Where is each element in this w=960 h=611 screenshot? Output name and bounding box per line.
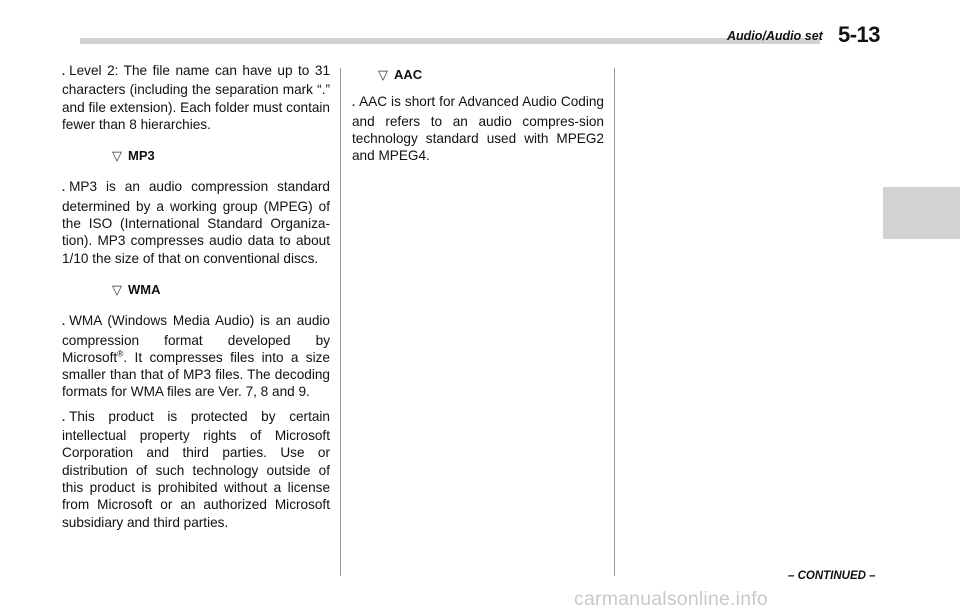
bullet-paragraph-protected — [62, 408, 330, 531]
bullet-paragraph-mp3 — [62, 178, 330, 266]
chapter-side-tab — [883, 187, 960, 239]
bullet-icon: . — [352, 97, 356, 110]
heading-aac-label: AAC — [394, 67, 423, 82]
section-title: Audio/Audio set — [727, 29, 823, 43]
bullet-icon: . — [62, 411, 66, 424]
bullet-icon: . — [62, 182, 66, 195]
column-divider-left — [340, 68, 341, 576]
wma-text-after: . It compresses files into a size smaller than that of MP3 files. The decoding formats for WMA files are Ver. 7, 8 and 9. — [62, 349, 330, 400]
wma-text-before: WMA (Windows Media Audio) is an audio compression format developed by Microsoft — [62, 313, 330, 365]
watermark: carmanualsonline.info — [574, 588, 768, 610]
bullet-icon: . — [62, 316, 66, 329]
heading-wma-label: WMA — [128, 281, 161, 297]
heading-mp3 — [112, 147, 330, 164]
triangle-down-icon: ▽ — [378, 67, 388, 82]
triangle-down-icon: ▽ — [112, 281, 122, 297]
triangle-down-icon: ▽ — [112, 148, 122, 164]
page-number: 5-13 — [838, 22, 881, 47]
header-bar — [80, 38, 820, 44]
column-left — [62, 62, 330, 538]
continued-label: – CONTINUED – — [788, 570, 876, 582]
bullet-icon: . — [62, 66, 66, 78]
registered-mark: ® — [117, 348, 124, 359]
bullet-paragraph-wma — [62, 312, 330, 400]
column-middle — [352, 62, 604, 171]
heading-wma — [112, 281, 330, 298]
level2-text: Level 2: The file name can have up to 31 characters (including the separation mark “.” and file extension). Each folder must contain fewer than 8 hierarchies. — [62, 63, 330, 132]
protected-text: This product is protected by certain intellectual property rights of Microsoft Corporation and third parties. Use or distribution of such technology outside of this product is prohibited without a license from Microsoft or an authorized Microsoft subsidiary and third parties. — [62, 408, 330, 530]
bullet-paragraph-level2 — [62, 62, 330, 133]
bullet-paragraph-aac — [352, 93, 604, 164]
aac-text: AAC is short for Advanced Audio Coding and refers to an audio compres-sion technology standard used with MPEG2 and MPEG4. — [352, 94, 604, 164]
column-divider-right — [614, 68, 615, 576]
heading-aac — [378, 66, 604, 83]
heading-mp3-label: MP3 — [128, 148, 155, 164]
mp3-text: MP3 is an audio compression standard determined by a working group (MPEG) of the ISO (International Standard Organiza-tion). MP3 compresses audio data to about 1/10 the size of that on conventional discs. — [62, 179, 330, 266]
